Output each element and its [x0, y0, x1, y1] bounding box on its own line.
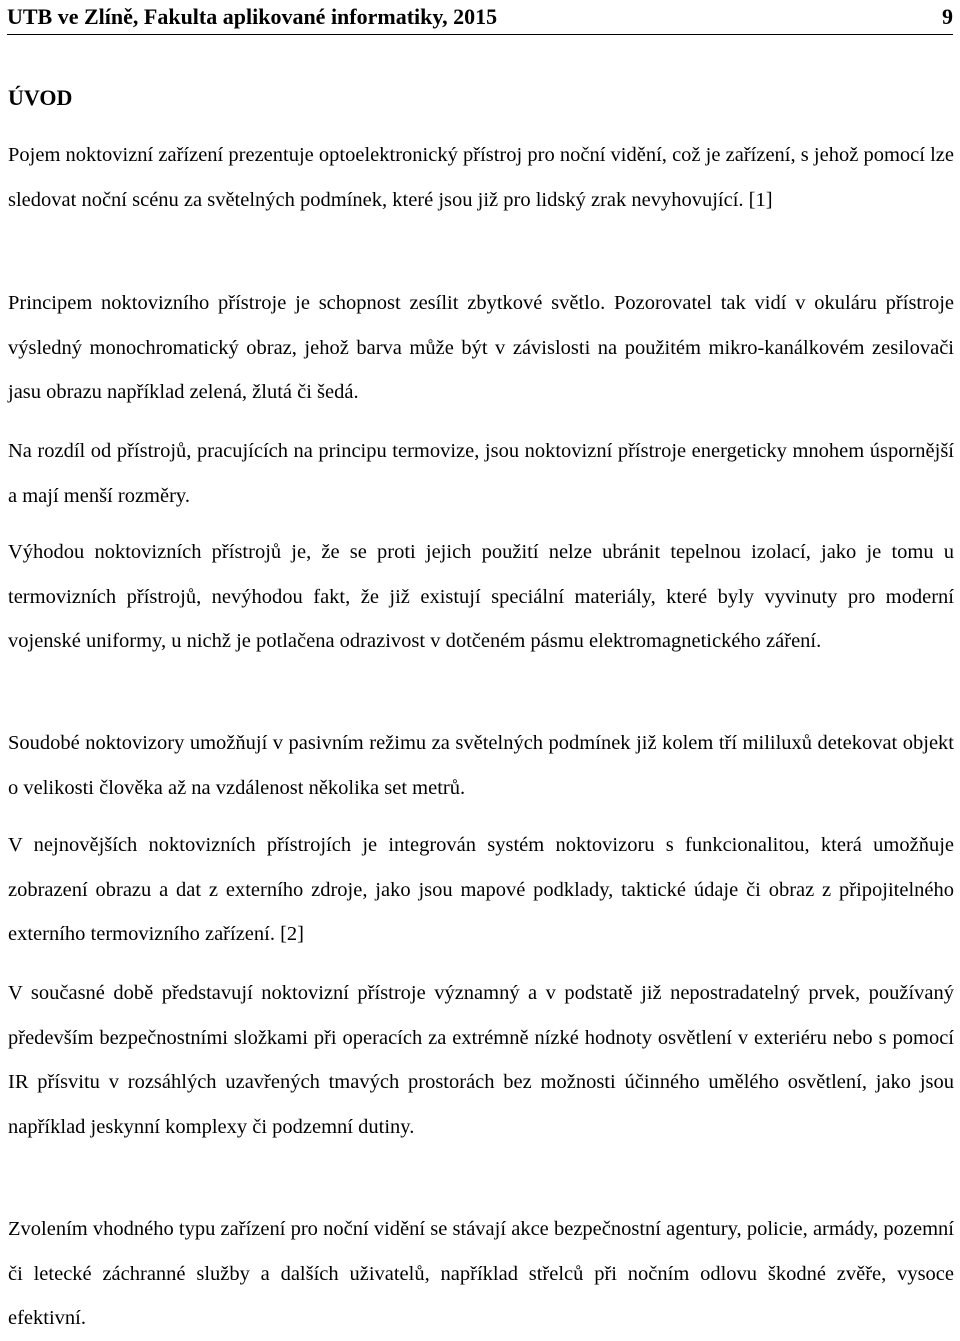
section-heading: ÚVOD — [8, 85, 73, 110]
paragraph-1: Pojem noktovizní zařízení prezentuje optoelektronický přístroj pro noční vidění, což je zařízení, s jehož pomocí lze sledovat noční scénu za světelných podmínek, které jsou již pro lidský zrak nevyhovující. [1] — [8, 144, 954, 211]
paragraph-2: Principem noktovizního přístroje je schopnost zesílit zbytkové světlo. Pozorovatel tak vidí v okuláru přístroje výsledný monochromatický obraz, jehož barva může být v závislosti na použitém mikro-kanálkovém zesilovači jasu obrazu například zelená, žlutá či šedá. — [8, 292, 954, 404]
paragraph-7: V současné době představují noktovizní přístroje významný a v podstatě již nepostradatelný prvek, používaný především bezpečnostními složkami při operacích za extrémně nízké hodnoty osvětlení v exteriéru nebo s pomocí IR přísvitu v rozsáhlých uzavřených tmavých prostorách bez možnosti účinného umělého osvětlení, jako jsou například jeskynní komplexy či podzemní dutiny. — [8, 982, 954, 1139]
paragraph-5: Soudobé noktovizory umožňují v pasivním režimu za světelných podmínek již kolem tří mililuxů detekovat objekt o velikosti člověka až na vzdálenost několika set metrů. — [8, 732, 954, 799]
paragraph-4: Výhodou noktovizních přístrojů je, že se proti jejich použití nelze ubránit tepelnou izolací, jako je tomu u termovizních přístrojů, nevýhodou fakt, že již existují speciální materiály, které byly vyvinuty pro moderní vojenské uniformy, u nichž je potlačena odrazivost v dotčeném pásmu elektromagnetického záření. — [8, 541, 954, 653]
running-header — [7, 0, 953, 35]
page-number: 9 — [942, 4, 953, 29]
paragraph-6: V nejnovějších noktovizních přístrojích je integrován systém noktovizoru s funkcionalitou, která umožňuje zobrazení obrazu a dat z externího zdroje, jako jsou mapové podklady, taktické údaje či obraz z připojitelného externího termovizního zařízení. [2] — [8, 834, 954, 946]
header-title: UTB ve Zlíně, Fakulta aplikované informatiky, 2015 — [7, 4, 498, 29]
paragraph-8: Zvolením vhodného typu zařízení pro noční vidění se stávají akce bezpečnostní agentury, policie, armády, pozemní či letecké záchranné služby a dalších uživatelů, například střelců při nočním odlovu škodné zvěře, vysoce efektivní. — [8, 1218, 954, 1330]
paragraph-3: Na rozdíl od přístrojů, pracujících na principu termovize, jsou noktovizní přístroje energeticky mnohem úspornější a mají menší rozměry. — [8, 440, 954, 507]
